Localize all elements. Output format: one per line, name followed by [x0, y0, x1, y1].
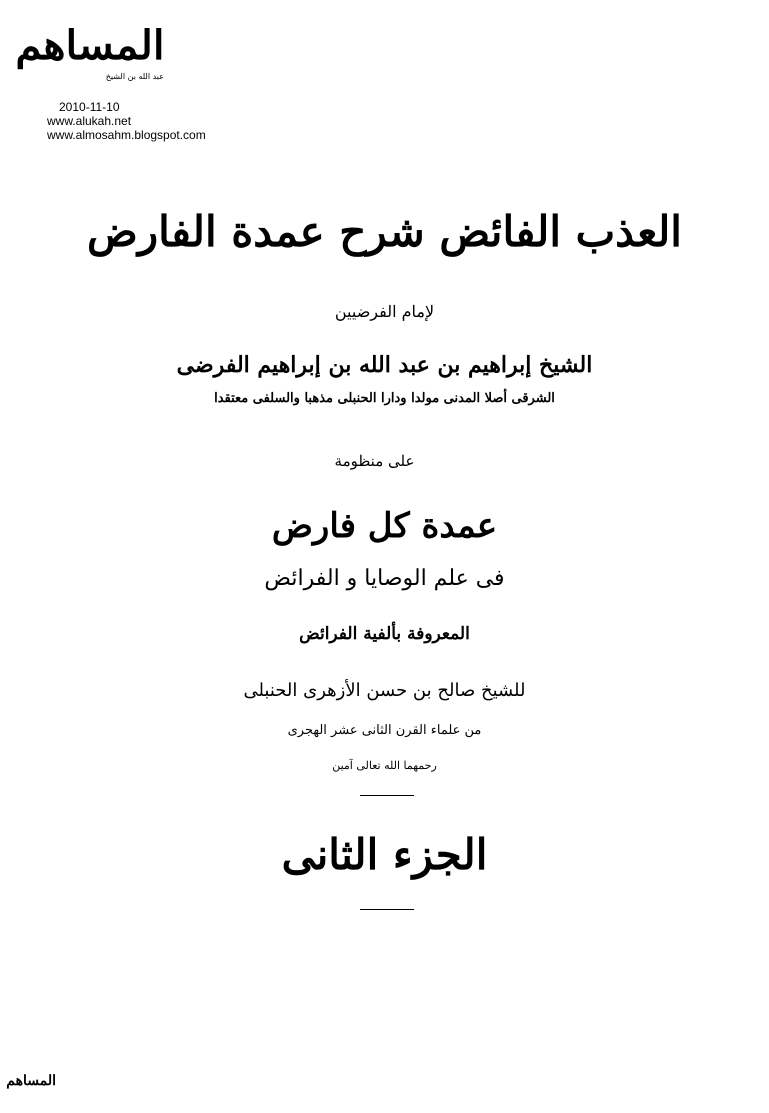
for-imam-line: لإمام الفرضيين — [334, 302, 435, 321]
blessing-line: رحمهما الله تعالى آمين — [332, 759, 437, 772]
logo-sub-text: عبد الله بن الشيخ — [105, 72, 164, 81]
poem-author-era: من علماء القرن الثانى عشر الهجرى — [287, 723, 482, 738]
footer-logo: المساهم — [6, 1073, 56, 1089]
site-link-almosahm: www.almosahm.blogspot.com — [47, 128, 206, 142]
scan-date: 2010-11-10 — [59, 100, 120, 114]
site-link-alukah: www.alukah.net — [47, 114, 132, 128]
divider-bottom — [360, 909, 414, 910]
scan-metadata — [47, 100, 206, 142]
book-title: العذب الفائض شرح عمدة الفارض — [87, 207, 682, 256]
logo-main-text: المساهم — [15, 22, 165, 69]
poem-known-as: المعروفة بألفية الفرائض — [299, 624, 470, 644]
poem-author: للشيخ صالح بن حسن الأزهرى الحنبلى — [243, 680, 526, 701]
author-description: الشرقى أصلا المدنى مولدا ودارا الحنبلى مذهبا والسلفى معتقدا — [214, 391, 555, 406]
poem-title: عمدة كل فارض — [271, 506, 498, 546]
poem-subject: فى علم الوصايا و الفرائض — [264, 566, 505, 591]
volume-title: الجزء الثانى — [281, 830, 488, 879]
author-name: الشيخ إبراهيم بن عبد الله بن إبراهيم الفرضى — [176, 352, 593, 378]
on-poem-line: على منظومة — [334, 452, 415, 470]
divider-top — [360, 795, 414, 796]
publisher-logo — [10, 22, 170, 96]
